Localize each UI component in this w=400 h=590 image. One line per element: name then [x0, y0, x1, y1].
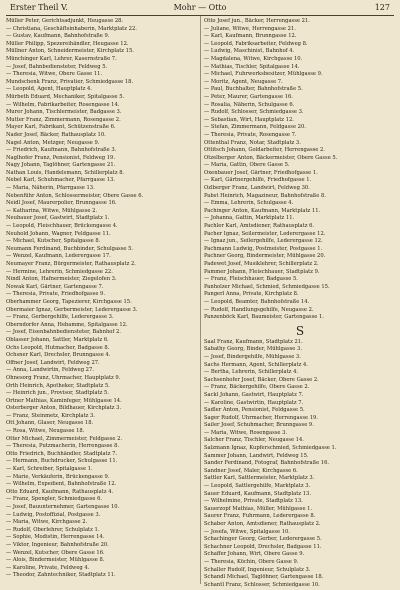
directory-entry: — Michael, Kutscher, Spitalgasse 8. — [6, 238, 101, 245]
directory-entry: Sager Rudolf, Uhrmacher, Herrengasse 19. — [204, 414, 318, 421]
directory-entry: Salzmann Ignaz, Kupferschmied, Schmiedgasse 1. — [204, 445, 337, 452]
directory-entry: Nebel Karl, Schuhmacher, Pfarrgasse 13. — [6, 177, 115, 184]
right-column-top — [204, 18, 396, 322]
directory-entry: — Ludwig, Maschinist, Bahnhof 4. — [204, 48, 295, 55]
directory-entry: — Heinrich jun., Provisor, Stadtplatz 5. — [6, 390, 110, 397]
directory-entry: Sandner Josef, Maler, Kirchgasse 6. — [204, 467, 298, 474]
directory-entry: Ohnesorg Franz, Uhrmacher, Hauptplatz 9. — [6, 374, 121, 381]
directory-entry: Oxenbauer Josef, Gärtner, Friedhofgasse 1. — [204, 169, 318, 176]
directory-entry: Neumann Ferdinand, Buchbinder, Schulgasse 5. — [6, 245, 134, 252]
directory-entry: — Rudolf, Schlosser, Schmiedgasse 3. — [204, 109, 304, 116]
directory-entry: — Karoline, Gastwirtin, Hauptplatz 7. — [204, 399, 304, 406]
directory-entry: Neidl Josef, Maurerpolier, Brunngasse 16. — [6, 200, 117, 207]
directory-entry: Nindl Anton, Hafnermeister, Ziegelofen 3. — [6, 276, 117, 283]
directory-entry: — Leopold, Sattlergehilfe, Marktplatz 3. — [204, 483, 311, 490]
directory-entry: — Theresia, Witwe, Obere Gasse 11. — [6, 71, 103, 78]
directory-entry: — Michael, Fuhrwerksbesitzer, Mühlgasse 9. — [204, 71, 323, 78]
directory-entry: — Maria, Gattin, Obere Gasse 5. — [204, 162, 290, 169]
directory-entry: Müllner Anton, Schneidermeister, Kirchplatz 15. — [6, 48, 134, 55]
directory-entry: Offner Josef, Landwirt, Feldweg 27. — [6, 359, 100, 366]
directory-entry: Ottitsch Johann, Goldarbeiter, Herrengasse 2. — [204, 147, 325, 154]
directory-entry: — Maria, Witwe, Rosengasse 3. — [204, 429, 288, 436]
directory-entry: — Anna, Landwirtin, Feldweg 27. — [6, 367, 94, 374]
directory-entry: — Mathias, Tischler, Spitalgasse 14. — [204, 63, 300, 70]
directory-entry: — Franz, Gerbergehilfe, Lederergasse 3. — [6, 314, 114, 321]
directory-entry: — Theodor, Zahntechniker, Stadtplatz 11. — [6, 572, 116, 579]
page-number: 127 — [374, 3, 390, 12]
directory-entry: Panholzer Michael, Schmied, Schmiedgasse 15. — [204, 283, 330, 290]
directory-entry: — Peter, Maurer, Gartengasse 16. — [204, 93, 293, 100]
directory-entry: Sackl Johann, Gastwirt, Hauptplatz 7. — [204, 391, 304, 398]
directory-entry: — Sophie, Modistin, Herrengasse 14. — [6, 534, 105, 541]
directory-entry: Sattler Karl, Sattlermeister, Marktplatz 3. — [204, 475, 315, 482]
directory-entry: Schaffer Johann, Wirt, Obere Gasse 9. — [204, 551, 305, 558]
directory-entry: Schandl Michael, Taglöhner, Gartengasse 18. — [204, 574, 324, 581]
directory-entry: — Karl, Schreiber, Spitalgasse 1. — [6, 466, 93, 473]
directory-entry: Nebenführ Anton, Schlossermeister, Obere Gasse 6. — [6, 192, 144, 199]
directory-entry: Otto Josef jun., Bäcker, Herrengasse 21. — [204, 18, 310, 24]
directory-entry: Orth Heinrich, Apotheker, Stadtplatz 5. — [6, 382, 110, 389]
directory-entry: Sachs Hermann, Agent, Schillerplatz 4. — [204, 361, 308, 368]
directory-entry: — Theresia, Putzmacherin, Herrengasse 8. — [6, 443, 120, 450]
directory-entry: — Stefan, Zimmermann, Feldgasse 20. — [204, 124, 306, 131]
directory-entry: — Maria, Näherin, Pfarrgasse 13. — [6, 185, 95, 192]
right-column-bottom — [204, 339, 396, 590]
directory-entry: Mutter Franz, Zimmermann, Rosengasse 2. — [6, 116, 121, 123]
directory-entry: — Rudolf, Oberlehrer, Schulplatz 1. — [6, 526, 100, 533]
directory-entry: — Theresia, Private, Rosengasse 7. — [204, 131, 297, 138]
directory-entry: — Karl, Kaufmann, Brunngasse 12. — [204, 33, 297, 40]
directory-entry: Sadler Anton, Pensionist, Feldgasse 5. — [204, 407, 305, 414]
directory-entry: Nagy Johann, Taglöhner, Gartengasse 21. — [6, 162, 116, 169]
directory-entry: — Sebastian, Wirt, Hauptplatz 12. — [204, 116, 294, 123]
directory-entry: Ortner Mathias, Kaminfeger, Mühlgasse 14. — [6, 397, 122, 404]
directory-entry: Pachler Karl, Amtsdiener, Rathausplatz 6. — [204, 223, 315, 230]
directory-entry: Schantl Franz, Schlosser, Schmiedgasse 10. — [204, 581, 320, 588]
directory-entry: Ottenthal Franz, Notar, Stadtplatz 3. — [204, 139, 301, 146]
directory-entry: — Maria, Witwe, Kirchgasse 2. — [6, 519, 88, 526]
left-column — [6, 18, 198, 580]
directory-entry: Müller Philipp, Spezereihändler, Heugasse 12. — [6, 40, 129, 47]
directory-entry: — Marie, Verkäuferin, Brückengasse 9. — [6, 473, 110, 480]
directory-entry: Sammer Johann, Landwirt, Feldweg 15. — [204, 452, 309, 459]
column-divider — [200, 16, 201, 584]
directory-entry: — Ludwig, Postoffizial, Postgasse 3. — [6, 511, 101, 518]
directory-entry: Pammer Johann, Fleischhauer, Stadtplatz 9. — [204, 268, 320, 275]
directory-entry: — Josef, Eisenbahnbediensteter, Bahnhof 2. — [6, 329, 121, 336]
directory-entry: — Paul, Buchhalter, Bahnhofstraße 5. — [204, 86, 303, 93]
directory-entry: Pabst Heinrich, Magazineur, Bahnhofstraße 8. — [204, 192, 326, 199]
directory-entry: Ott Johann, Glaser, Neugasse 18. — [6, 420, 94, 427]
directory-entry: Neuhold Johann, Wagner, Feldgasse 11. — [6, 230, 111, 237]
directory-entry: — Leopold, Fabriksarbeiter, Feldweg 8. — [204, 40, 308, 47]
directory-entry: Pachner Georg, Bindermeister, Mühlgasse 20. — [204, 253, 326, 260]
directory-entry: Pangerl Anna, Private, Kirchplatz 8. — [204, 291, 299, 298]
directory-entry: Osterberger Anton, Bildhauer, Kirchplatz 3. — [6, 405, 122, 412]
header-range: Mohr — Otto — [173, 3, 227, 12]
directory-entry: Sachsenhofer Josef, Bäcker, Obere Gasse 2. — [204, 376, 319, 383]
directory-entry: — Wenzel, Kaufmann, Lederergasse 17. — [6, 253, 111, 260]
header-section: Erster Theil V. — [10, 3, 68, 12]
directory-entry: — Viktor, Ingenieur, Bahnhofstraße 20. — [6, 541, 109, 548]
directory-entry: — Theresia, Private, Friedhofgasse 9. — [6, 291, 105, 298]
directory-entry: — Bertha, Lehrerin, Schillerplatz 4. — [204, 369, 299, 376]
directory-entry: Salcher Franz, Tischler, Neugasse 14. — [204, 437, 304, 444]
directory-entry: — Franz, Fleischhauer, Badgasse 5. — [204, 276, 298, 283]
directory-entry: Murer Johann, Tischlermeister, Badgasse 3. — [6, 109, 122, 116]
directory-entry: Otter Michael, Zimmermeister, Feldgasse 2. — [6, 435, 123, 442]
directory-entry: Nathan Louis, Handelsmann, Schillerplatz 8. — [6, 169, 125, 176]
directory-entry: Saal Franz, Kaufmann, Stadtplatz 21. — [204, 338, 303, 345]
directory-entry: Schachner Leopold, Drechsler, Badgasse 11. — [204, 543, 322, 550]
directory-entry: Naglhofer Franz, Pensionist, Feldweg 19. — [6, 154, 115, 161]
directory-entry: Obermaier Ignaz, Gerbermeister, Lederergasse 3. — [6, 306, 138, 313]
directory-entry: Mundschenk Franz, Privatier, Schmiedgasse 18. — [6, 78, 134, 85]
directory-entry: — Leopold, Agent, Hauptplatz 4. — [6, 86, 92, 93]
directory-entry: Padewet Josef, Musiklehrer, Schillerplatz 2. — [204, 261, 319, 267]
directory-entry: Müller Peter, Gerichtsadjunkt, Heugasse 28. — [6, 18, 124, 24]
directory-entry: — Wilhelmine, Private, Stadtplatz 13. — [204, 498, 303, 505]
directory-entry: Schachinger Georg, Gerber, Lederergasse 5. — [204, 536, 322, 543]
directory-entry: — Theresia, Köchin, Obere Gasse 9. — [204, 558, 299, 565]
directory-entry: Nowak Karl, Gärtner, Gartengasse 7. — [6, 283, 104, 290]
directory-entry: — Christiana, Geschäftsinhaberin, Marktplatz 22. — [6, 25, 137, 32]
directory-entry: — Wenzel, Kutscher, Obere Gasse 16. — [6, 549, 105, 556]
directory-entry: — Katharina, Witwe, Mühlgasse 2. — [6, 207, 98, 214]
directory-entry: — Wilhelm, Fabrikarbeiter, Rosengasse 14. — [6, 101, 120, 108]
directory-entry: — Rosa, Witwe, Neugasse 18. — [6, 428, 85, 435]
directory-entry: — Josef, Bauunternehmer, Gartengasse 10. — [6, 504, 120, 510]
directory-entry: — Gustav, Kaufmann, Bahnhofstraße 9. — [6, 33, 110, 40]
directory-entry: — Ignaz jun., Seilergehilfe, Lederergasse 12. — [204, 238, 323, 245]
directory-entry: — Leopold, Beamter, Bahnhofstraße 14. — [204, 298, 310, 305]
directory-entry: Otto Eduard, Kaufmann, Rathausplatz 4. — [6, 488, 114, 495]
directory-entry: Mayer Karl, Fabrikant, Schützenstraße 6. — [6, 124, 116, 131]
directory-entry: — Rudolf, Handlungsgehilfe, Neugasse 2. — [204, 306, 314, 313]
directory-entry: Nader Josef, Bäcker, Rathausplatz 10. — [6, 131, 106, 138]
directory-entry: — Wilhelm, Expedient, Bahnhofstraße 12. — [6, 481, 117, 488]
section-letter: S — [295, 323, 305, 338]
directory-entry: Sabathy Georg, Binder, Mühlgasse 3. — [204, 346, 302, 353]
directory-entry: — Johanna, Gattin, Marktplatz 11. — [204, 215, 295, 222]
directory-entry: Ozlberger Franz, Landwirt, Feldweg 30. — [204, 185, 310, 192]
directory-entry: Otzelberger Anton, Bäckermeister, Obere Gasse 5. — [204, 154, 338, 161]
directory-entry: Münchinger Karl, Lehrer, Kasernstraße 7. — [6, 55, 117, 62]
directory-entry: Schaller Rudolf, Ingenieur, Schulplatz 3. — [204, 566, 311, 573]
directory-entry: Ochsner Karl, Drechsler, Brunngasse 4. — [6, 352, 111, 359]
directory-entry: — Franz, Spengler, Schmiedgasse 6. — [6, 496, 103, 503]
directory-entry: Pachinger Anton, Kaufmann, Marktplatz 11. — [204, 207, 321, 214]
directory-entry: — Rosalia, Näherin, Schulgasse 6. — [204, 101, 295, 108]
directory-entry: Saurer Franz, Fuhrmann, Lederergasse 8. — [204, 513, 316, 520]
directory-entry: — Karoline, Private, Feldweg 4. — [6, 564, 90, 571]
directory-entry: Otto Friedrich, Buchhändler, Stadtplatz 7. — [6, 450, 118, 457]
directory-entry: Oberndorfer Anna, Hebamme, Spitalgasse 12. — [6, 321, 128, 328]
directory-entry: Oblasser Johann, Sattler, Marktplatz 6. — [6, 336, 109, 343]
directory-entry: — Hermine, Lehrerin, Schmiedgasse 22. — [6, 268, 113, 275]
directory-entry: — Josef, Bindergehilfe, Mühlgasse 3. — [204, 353, 301, 360]
directory-entry: — Karl, Gärtnergehilfe, Friedhofgasse 1. — [204, 177, 312, 184]
directory-entry: Neumayer Franz, Bürgermeister, Rathausplatz 2. — [6, 261, 136, 267]
directory-entry: Neubauer Josef, Gastwirt, Stadtplatz 1. — [6, 215, 110, 222]
directory-entry: Sauerzopf Mathias, Müller, Mühlgasse 1. — [204, 505, 313, 512]
directory-entry: Nagel Anton, Metzger, Neugasse 9. — [6, 139, 100, 146]
directory-entry: — Josef, Bahnbediensteter, Feldweg 5. — [6, 63, 108, 70]
directory-entry: — Friedrich, Kaufmann, Bahnhofstraße 3. — [6, 147, 117, 154]
directory-entry: Schaber Anton, Amtsdiener, Rathausplatz 2. — [204, 521, 321, 527]
directory-entry: — Emma, Lehrerin, Schulgasse 4. — [204, 200, 294, 207]
directory-entry: Mürbeth Eduard, Mechaniker, Spitalgasse 5. — [6, 93, 125, 100]
directory-entry: — Franz, Steinmetz, Kirchplatz 3. — [6, 412, 95, 419]
directory-entry: — Leopold, Fleischhauer, Brückengasse 4. — [6, 223, 118, 230]
directory-entry: Pacher Ignaz, Seilermeister, Lederergasse 12. — [204, 230, 326, 237]
directory-entry: Sailer Josef, Schuhmacher, Brunngasse 9. — [204, 422, 314, 429]
directory-entry: — Alois, Bindermeister, Mühlgasse 8. — [6, 557, 105, 564]
directory-entry: — Josefa, Witwe, Spitalgasse 10. — [204, 528, 290, 535]
page-header — [10, 2, 390, 14]
directory-entry: — Moritz, Agent, Neugasse 7. — [204, 78, 283, 85]
directory-entry: — Juliane, Witwe, Herrengasse 21. — [204, 25, 296, 32]
directory-entry: Ochs Leopold, Hutmacher, Badgasse 8. — [6, 344, 110, 351]
directory-entry: Sander Ferdinand, Fotograf, Bahnhofstraße 16. — [204, 460, 330, 467]
directory-entry: Pachmann Ludwig, Postmeister, Postgasse 1. — [204, 245, 323, 252]
right-column — [204, 18, 396, 589]
directory-entry: Sauer Eduard, Kaufmann, Stadtplatz 13. — [204, 490, 311, 497]
directory-entry: — Hermann, Buchdrucker, Schulgasse 11. — [6, 458, 118, 465]
directory-entry: Oberhammer Georg, Tapezierer, Kirchgasse 15. — [6, 298, 132, 305]
directory-entry: — Magdalena, Witwe, Kirchgasse 10. — [204, 55, 303, 62]
directory-entry: Panzenböck Karl, Baumeister, Gartengasse 1. — [204, 314, 324, 321]
directory-entry: — Franz, Bäckergehilfe, Obere Gasse 2. — [204, 384, 310, 391]
